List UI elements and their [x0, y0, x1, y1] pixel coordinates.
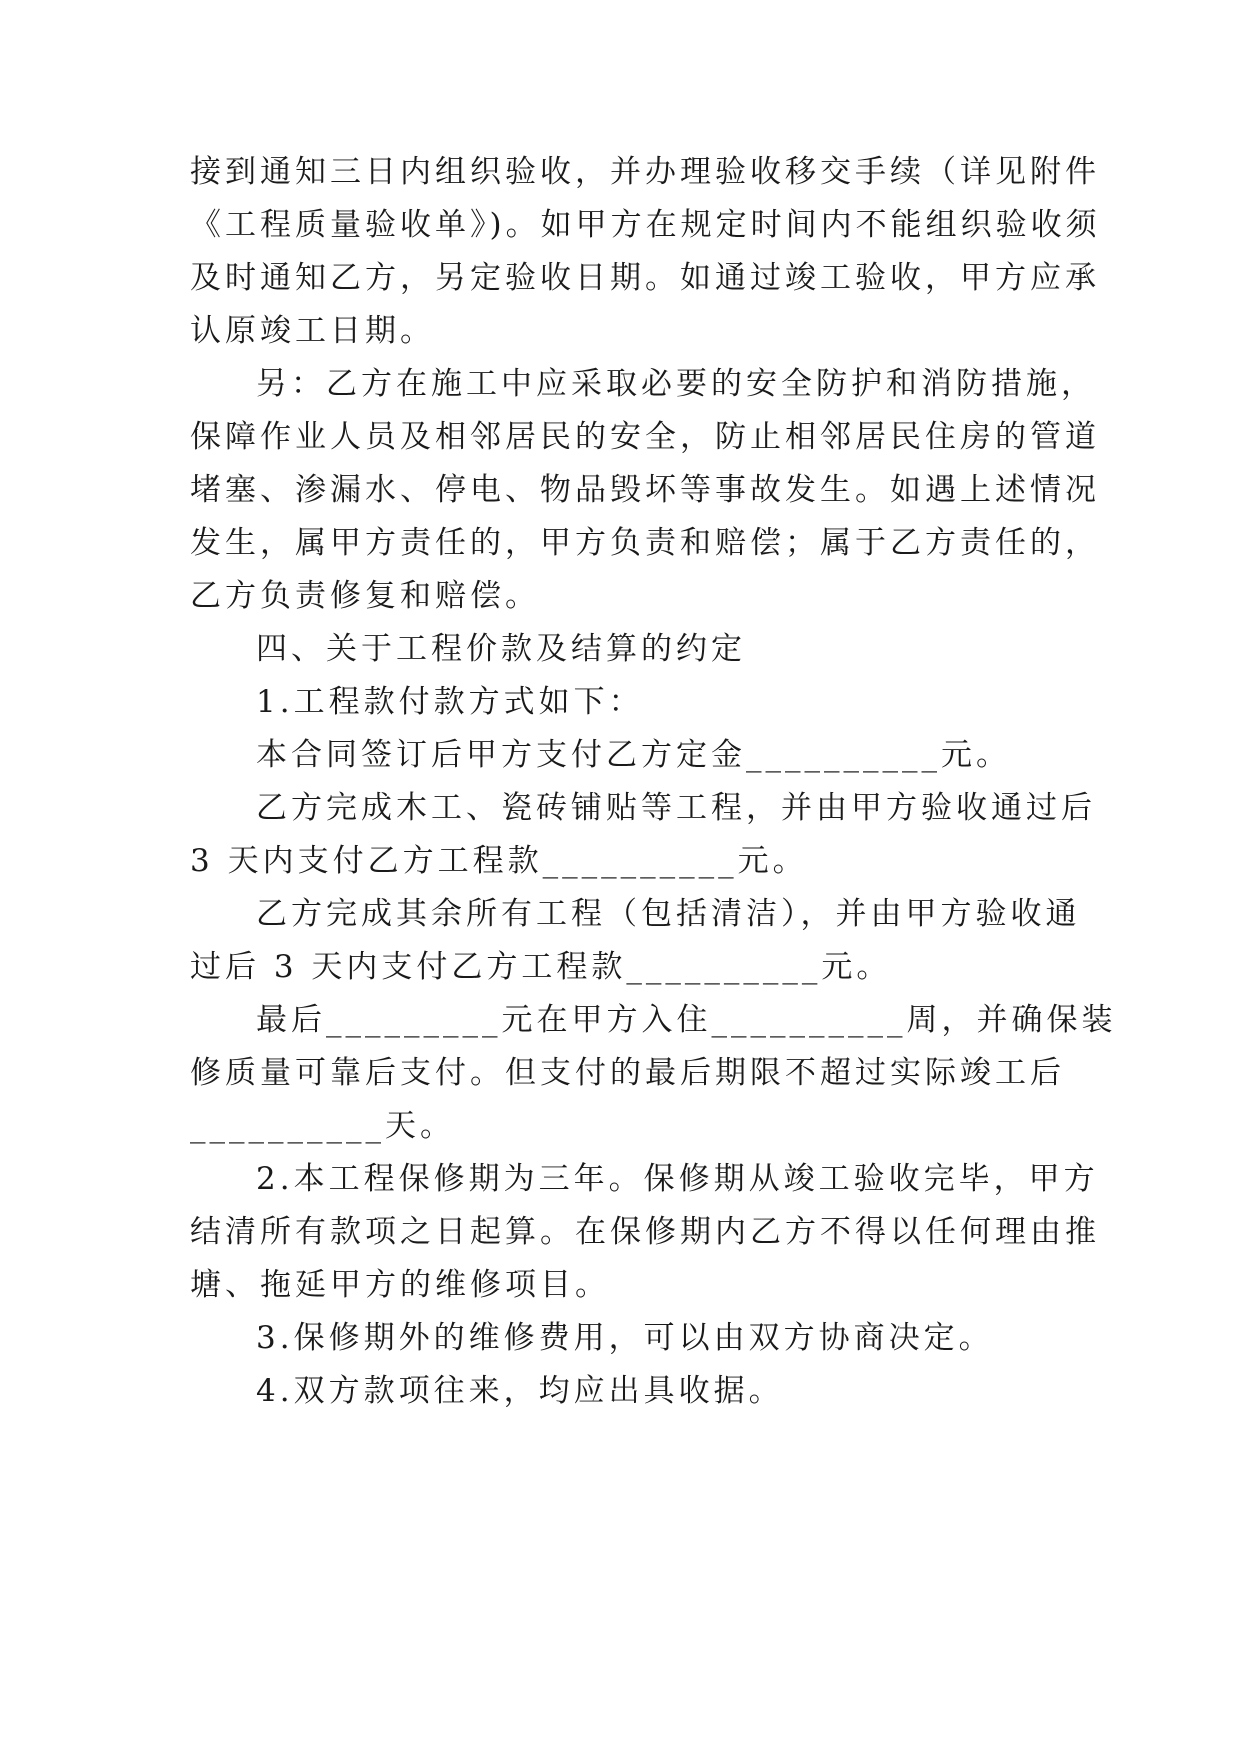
clause-heading: 1.工程款付款方式如下：	[256, 684, 644, 720]
text-line: 认原竣工日期。	[190, 313, 435, 349]
text-line: 本合同签订后甲方支付乙方定金__________元。	[256, 737, 1011, 773]
text-line: 及时通知乙方，另定验收日期。如通过竣工验收，甲方应承	[190, 260, 1100, 296]
clause-heading: 2.本工程保修期为三年。保修期从竣工验收完毕，甲方	[256, 1161, 1099, 1197]
text-line: 修质量可靠后支付。但支付的最后期限不超过实际竣工后	[190, 1055, 1065, 1091]
text-line: 《工程质量验收单》)。如甲方在规定时间内不能组织验收须	[190, 207, 1101, 243]
text-line: 最后_________元在甲方入住__________周，并确保装	[256, 1002, 1117, 1038]
text-line: 乙方负责修复和赔偿。	[190, 578, 540, 614]
text-line: 乙方完成其余所有工程（包括清洁），并由甲方验收通	[256, 896, 1081, 932]
clause-heading: 4.双方款项往来，均应出具收据。	[256, 1373, 784, 1409]
clause-heading: 3.保修期外的维修费用，可以由双方协商决定。	[256, 1320, 994, 1356]
text-line: 乙方完成木工、瓷砖铺贴等工程，并由甲方验收通过后	[256, 790, 1096, 826]
text-line: 结清所有款项之日起算。在保修期内乙方不得以任何理由推	[190, 1214, 1100, 1250]
text-line: 塘、拖延甲方的维修项目。	[190, 1267, 610, 1303]
text-line: __________天。	[190, 1108, 455, 1144]
text-line: 保障作业人员及相邻居民的安全，防止相邻居民住房的管道	[190, 419, 1100, 455]
section-heading: 四、关于工程价款及结算的约定	[256, 631, 746, 667]
text-line: 过后 3 天内支付乙方工程款__________元。	[190, 949, 892, 985]
text-line: 堵塞、渗漏水、停电、物品毁坏等事故发生。如遇上述情况	[190, 472, 1100, 508]
text-line: 接到通知三日内组织验收，并办理验收移交手续（详见附件	[190, 154, 1100, 190]
text-line: 发生，属甲方责任的，甲方负责和赔偿；属于乙方责任的，	[190, 525, 1100, 561]
text-line: 另：乙方在施工中应采取必要的安全防护和消防措施，	[256, 366, 1096, 402]
text-line: 3 天内支付乙方工程款__________元。	[190, 843, 808, 879]
